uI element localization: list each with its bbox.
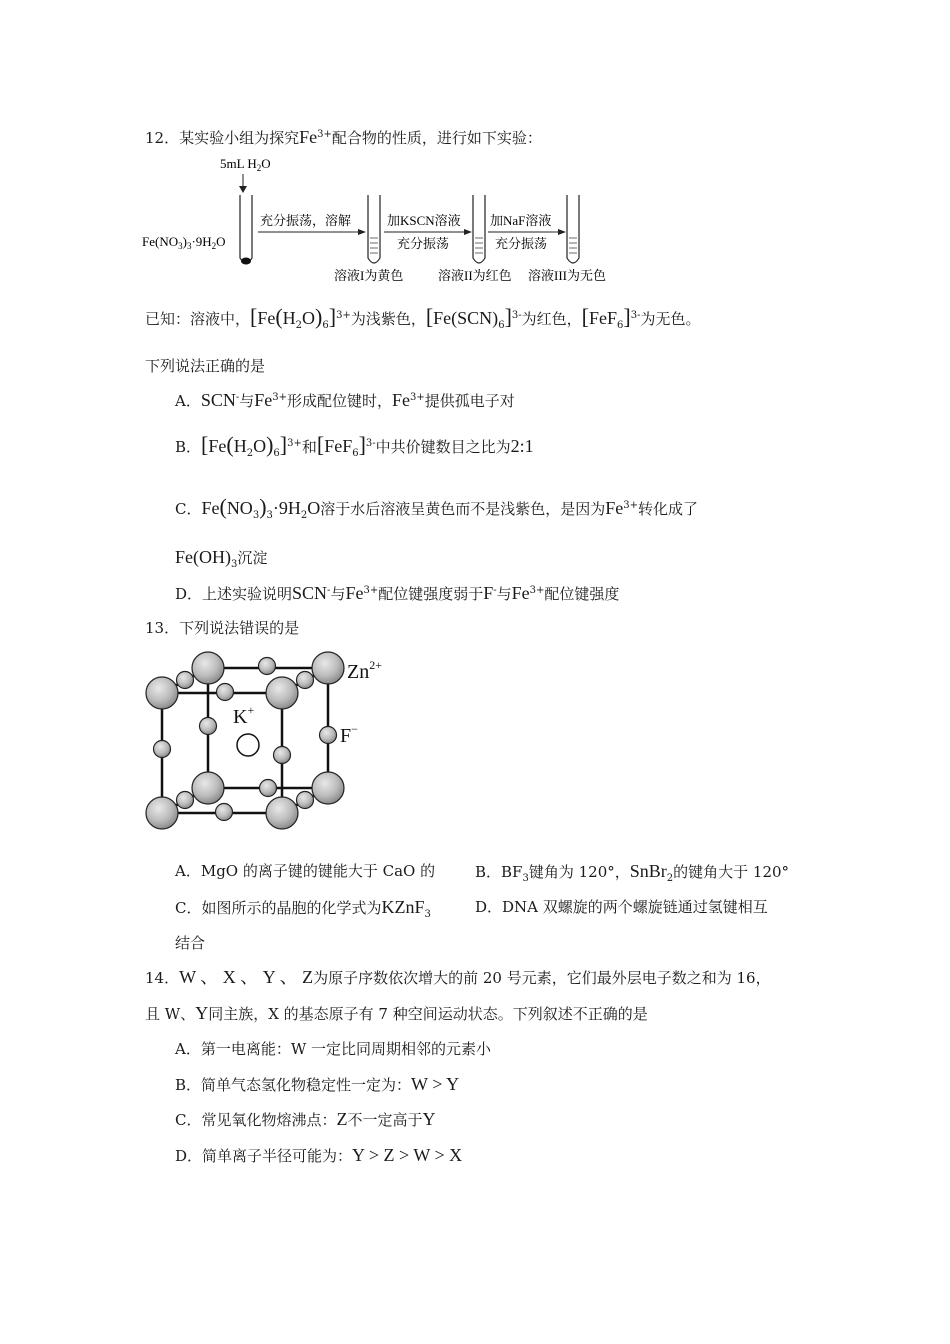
q13-option-d[interactable]: D．DNA 双螺旋的两个螺旋链通过氢键相互 — [475, 898, 768, 916]
svg-text:F−: F− — [340, 722, 358, 747]
q14-option-a[interactable]: A．第一电离能：W 一定比同周期相邻的元素小 — [175, 1040, 492, 1058]
svg-text:充分振荡: 充分振荡 — [397, 236, 450, 251]
q12-experiment-diagram — [140, 150, 640, 290]
svg-text:Fe(NO3)3·9H2O: $Fe(NO_3)_3\cdot 9H_2O$ — [142, 234, 226, 251]
q13-option-b[interactable]: B．$BF_3$键角为 120°，SnBr$_2$的键角大于 120° — [475, 861, 790, 884]
q12-stem: 12．某实验小组为探究$Fe^{3+}$配合物的性质，进行如下实验： — [145, 127, 542, 147]
q12-option-a[interactable]: A．SCN-与$Fe^{3+}$形成配位键时，$Fe^{3+}$提供孤电子对 — [175, 390, 515, 410]
svg-text:加KSCN溶液: 加KSCN溶液 — [387, 213, 461, 228]
svg-text:K+: K+ — [233, 703, 255, 728]
q14-stem-cont: 且 W、Y同主族，X 的基态原子有 7 种空间运动状态。下列叙述不正确的是 — [145, 1003, 648, 1023]
svg-text:5mL H2O: 5mL $H_2O$ — [220, 156, 271, 173]
q13-stem: 13．下列说法错误的是 — [145, 619, 300, 637]
svg-text:溶液III为无色: 溶液III为无色 — [528, 268, 606, 283]
q13-crystal-cell-diagram — [140, 645, 400, 840]
q14-option-c[interactable]: C．常见氧化物熔沸点：Z不一定高于Y — [175, 1109, 436, 1129]
q14-option-d[interactable]: D．简单离子半径可能为：Y > Z > W > X — [175, 1145, 463, 1165]
svg-text:充分振荡，溶解: 充分振荡，溶解 — [260, 213, 352, 228]
svg-text:Zn2+: $Zn^{2+}$ — [347, 658, 382, 683]
svg-text:溶液I为黄色: 溶液I为黄色 — [334, 268, 404, 283]
svg-text:溶液II为红色: 溶液II为红色 — [438, 268, 512, 283]
q12-question: 下列说法正确的是 — [145, 357, 266, 375]
q12-option-d[interactable]: D．上述实验说明SCN-与$Fe^{3+}$配位键强度弱于F-与$Fe^{3+}$配位键强度 — [175, 583, 620, 603]
q13-option-d-cont: 结合 — [175, 934, 206, 952]
q12-option-b[interactable]: B．$[Fe(H_2O)_6]^{3+}$和$[FeF_6]^{3-}$中共价键数目之比为2:1 — [175, 432, 534, 459]
q13-option-c[interactable]: C．如图所示的晶胞的化学式为KZnF$_3$ — [175, 897, 431, 920]
q12-known: 已知：溶液中，$[Fe(H_2O)_6]^{3+}$为浅紫色，$[Fe(SCN)_6]^{3-}$为红色，$[FeF_6]^{3-}$为无色。 — [145, 304, 701, 331]
svg-text:充分振荡: 充分振荡 — [495, 236, 548, 251]
q13-option-a[interactable]: A．MgO 的离子键的键能大于 CaO 的 — [175, 862, 436, 880]
q14-stem: 14．W 、 X 、 Y 、 Z为原子序数依次增大的前 20 号元素，它们最外层电子数之和为 16， — [145, 967, 771, 987]
q14-option-b[interactable]: B．简单气态氢化物稳定性一定为：W > Y — [175, 1074, 460, 1094]
q12-option-c-cont: $Fe(OH)_3$沉淀 — [175, 547, 268, 570]
svg-text:加NaF溶液: 加NaF溶液 — [490, 213, 552, 228]
q12-option-c[interactable]: C．$Fe(NO_3)_3\cdot 9H_2O$溶于水后溶液呈黄色而不是浅紫色，是因为$Fe^{3+}$转化成了 — [175, 494, 699, 521]
